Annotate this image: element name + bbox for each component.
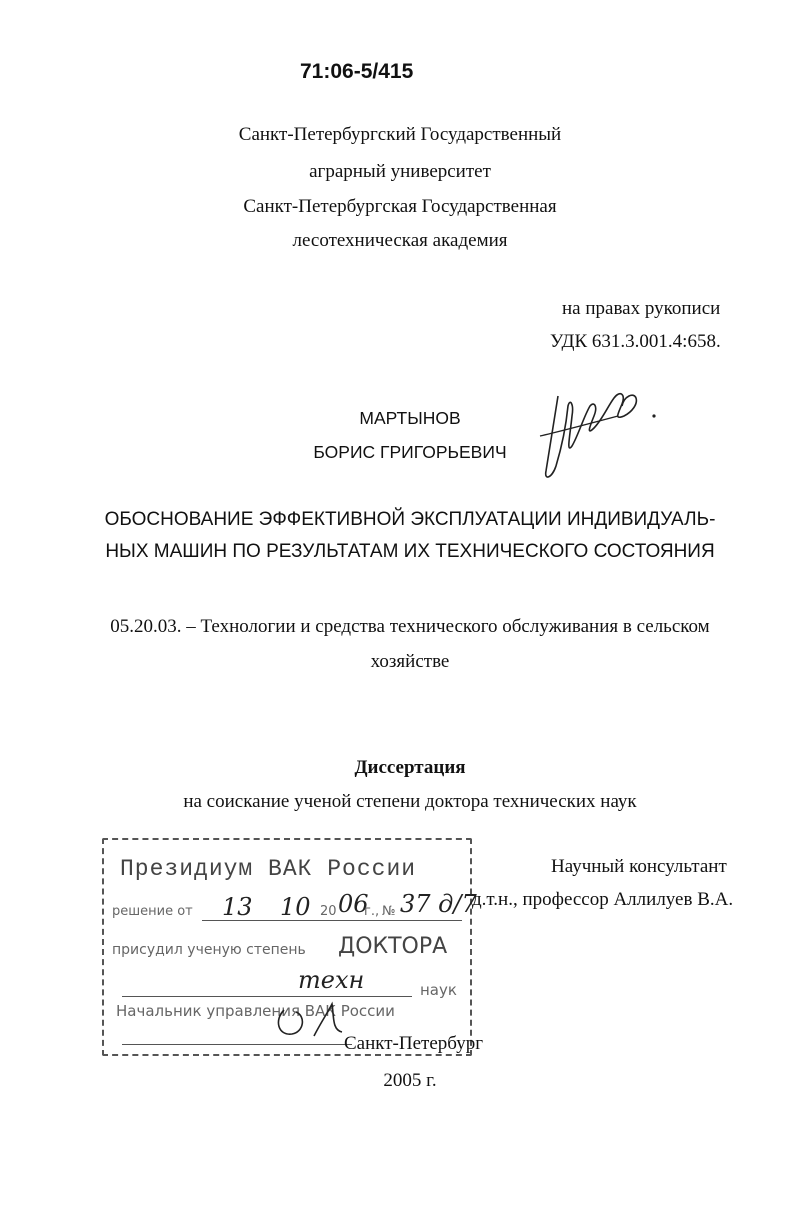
stamp-field: техн <box>298 966 365 994</box>
dissertation-title-line-2: НЫХ МАШИН ПО РЕЗУЛЬТАТАМ ИХ ТЕХНИЧЕСКОГО СОСТОЯНИЯ <box>105 541 715 562</box>
stamp-date-underline <box>202 920 462 921</box>
institution-line-2: аграрный университет <box>309 161 491 182</box>
stamp-month: 10 <box>280 893 311 921</box>
year: 2005 г. <box>383 1070 437 1091</box>
degree-line: на соискание ученой степени доктора технических наук <box>183 791 637 812</box>
stamp-signatory: Начальник управления ВАК России <box>116 1002 395 1020</box>
author-name: БОРИС ГРИГОРЬЕВИЧ <box>313 442 507 462</box>
stamp-year-prefix: 20 <box>320 904 337 919</box>
author-signature <box>528 376 668 496</box>
document-type: Диссертация <box>354 757 466 778</box>
stamp-degree: ДОКТОРА <box>338 934 448 959</box>
stamp-signature-underline <box>122 1044 352 1045</box>
institution-line-1: Санкт-Петербургский Государственный <box>238 124 562 145</box>
stamp-sciences: наук <box>420 981 457 999</box>
stamp-day: 13 <box>222 893 253 921</box>
stamp-year-unit: г., <box>364 904 380 919</box>
registration-code: 71:06-5/415 <box>300 60 414 83</box>
stamp-field-underline <box>122 996 412 997</box>
author-surname: МАРТЫНОВ <box>359 408 461 428</box>
stamp-decision-label: решение от <box>112 904 193 919</box>
specialty-line-2: хозяйстве <box>370 651 450 672</box>
institution-line-4: лесотехническая академия <box>292 230 508 251</box>
stamp-number-label: № <box>382 904 396 919</box>
manuscript-note: на правах рукописи <box>562 298 721 319</box>
stamp-awarded-label: присудил ученую степень <box>112 942 306 958</box>
dissertation-title-line-1: ОБОСНОВАНИЕ ЭФФЕКТИВНОЙ ЭКСПЛУАТАЦИИ ИНДИВИДУАЛЬ- <box>104 509 716 530</box>
consultant-label: Научный консультант <box>551 856 727 877</box>
stamp-header: Президиум ВАК России <box>120 856 417 882</box>
specialty-line-1: 05.20.03. – Технологии и средства технического обслуживания в сельском <box>110 616 710 637</box>
udc-code: УДК 631.3.001.4:658. <box>550 331 721 352</box>
stamp-year-suffix: 06 <box>338 890 369 918</box>
consultant-name: д.т.н., профессор Аллилуев В.А. <box>472 889 734 910</box>
city: Санкт-Петербург <box>344 1033 484 1054</box>
vak-stamp <box>102 838 477 1058</box>
stamp-number: 37 д/7 <box>400 890 477 918</box>
stamp-signature <box>270 996 350 1046</box>
institution-line-3: Санкт-Петербургская Государственная <box>243 196 557 217</box>
